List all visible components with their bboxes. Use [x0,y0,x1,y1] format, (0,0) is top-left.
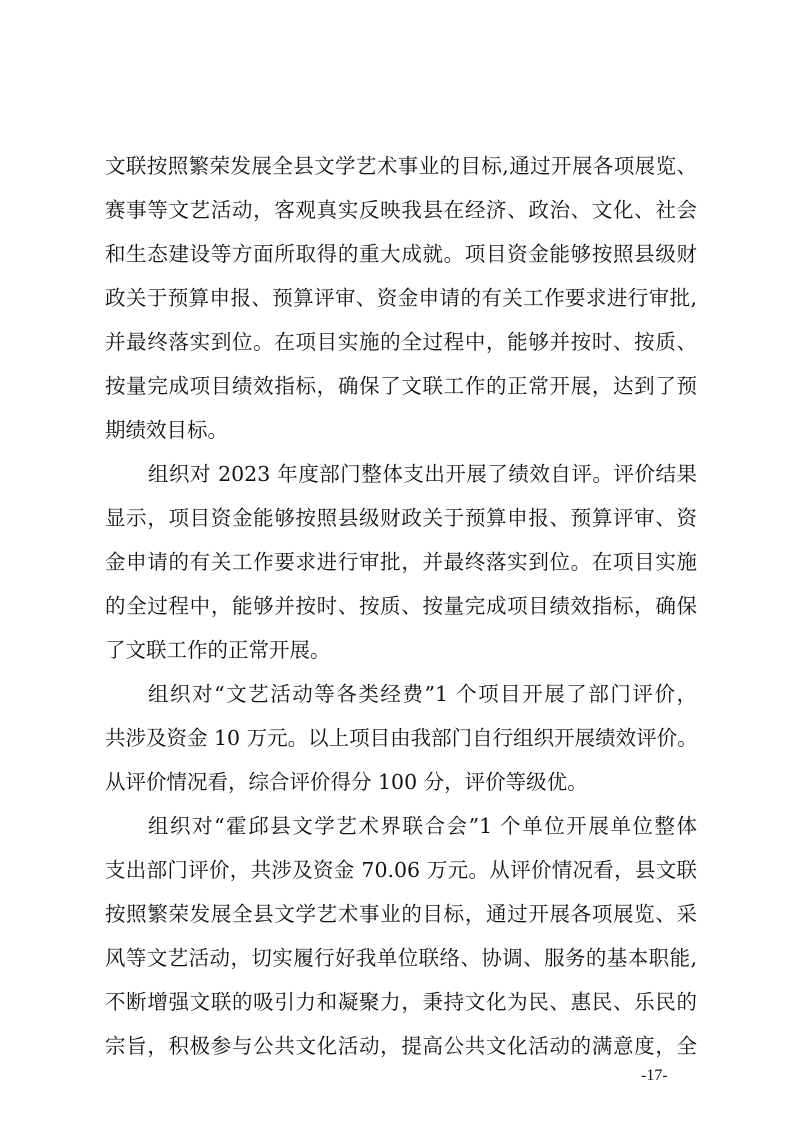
paragraph-1-line-7: 期绩效目标。 [105,418,228,442]
paragraph-1-line-4: 政关于预算申报、预算评审、资金申请的有关工作要求进行审批, [105,286,697,310]
paragraph-4-line-4: 风等文艺活动，切实履行好我单位联络、协调、服务的基本职能, [105,946,697,970]
paragraph-1-line-3: 和生态建设等方面所取得的重大成就。项目资金能够按照县级财 [105,242,697,266]
paragraph-4-line-2: 支出部门评价，共涉及资金 70.06 万元。从评价情况看，县文联 [105,858,697,882]
paragraph-3-line-2: 共涉及资金 10 万元。以上项目由我部门自行组织开展绩效评价。 [105,726,698,750]
paragraph-2-line-5: 了文联工作的正常开展。 [105,638,331,662]
paragraph-1-line-6: 按量完成项目绩效指标，确保了文联工作的正常开展，达到了预 [105,374,697,398]
paragraph-2-line-2: 显示，项目资金能够按照县级财政关于预算申报、预算评审、资 [105,506,697,530]
paragraph-2-line-3: 金申请的有关工作要求进行审批，并最终落实到位。在项目实施 [105,550,697,574]
paragraph-4-line-3: 按照繁荣发展全县文学艺术事业的目标，通过开展各项展览、采 [105,902,697,926]
paragraph-4-line-6: 宗旨，积极参与公共文化活动，提高公共文化活动的满意度，全 [105,1034,697,1058]
paragraph-4-line-1: 组织对“霍邱县文学艺术界联合会”1 个单位开展单位整体 [148,814,697,838]
paragraph-4-line-5: 不断增强文联的吸引力和凝聚力，秉持文化为民、惠民、乐民的 [105,990,697,1014]
page-number: -17- [641,1067,668,1084]
paragraph-3-line-3: 从评价情况看，综合评价得分 100 分，评价等级优。 [105,770,588,794]
paragraph-1-line-1: 文联按照繁荣发展全县文学艺术事业的目标,通过开展各项展览、 [105,154,697,178]
paragraph-1-line-2: 赛事等文艺活动，客观真实反映我县在经济、政治、文化、社会 [105,198,697,222]
paragraph-3-line-1: 组织对“文艺活动等各类经费”1 个项目开展了部门评价， [148,682,697,706]
paragraph-1-line-5: 并最终落实到位。在项目实施的全过程中，能够并按时、按质、 [105,330,697,354]
paragraph-2-line-1: 组织对 2023 年度部门整体支出开展了绩效自评。评价结果 [148,462,697,486]
paragraph-2-line-4: 的全过程中，能够并按时、按质、按量完成项目绩效指标，确保 [105,594,697,618]
